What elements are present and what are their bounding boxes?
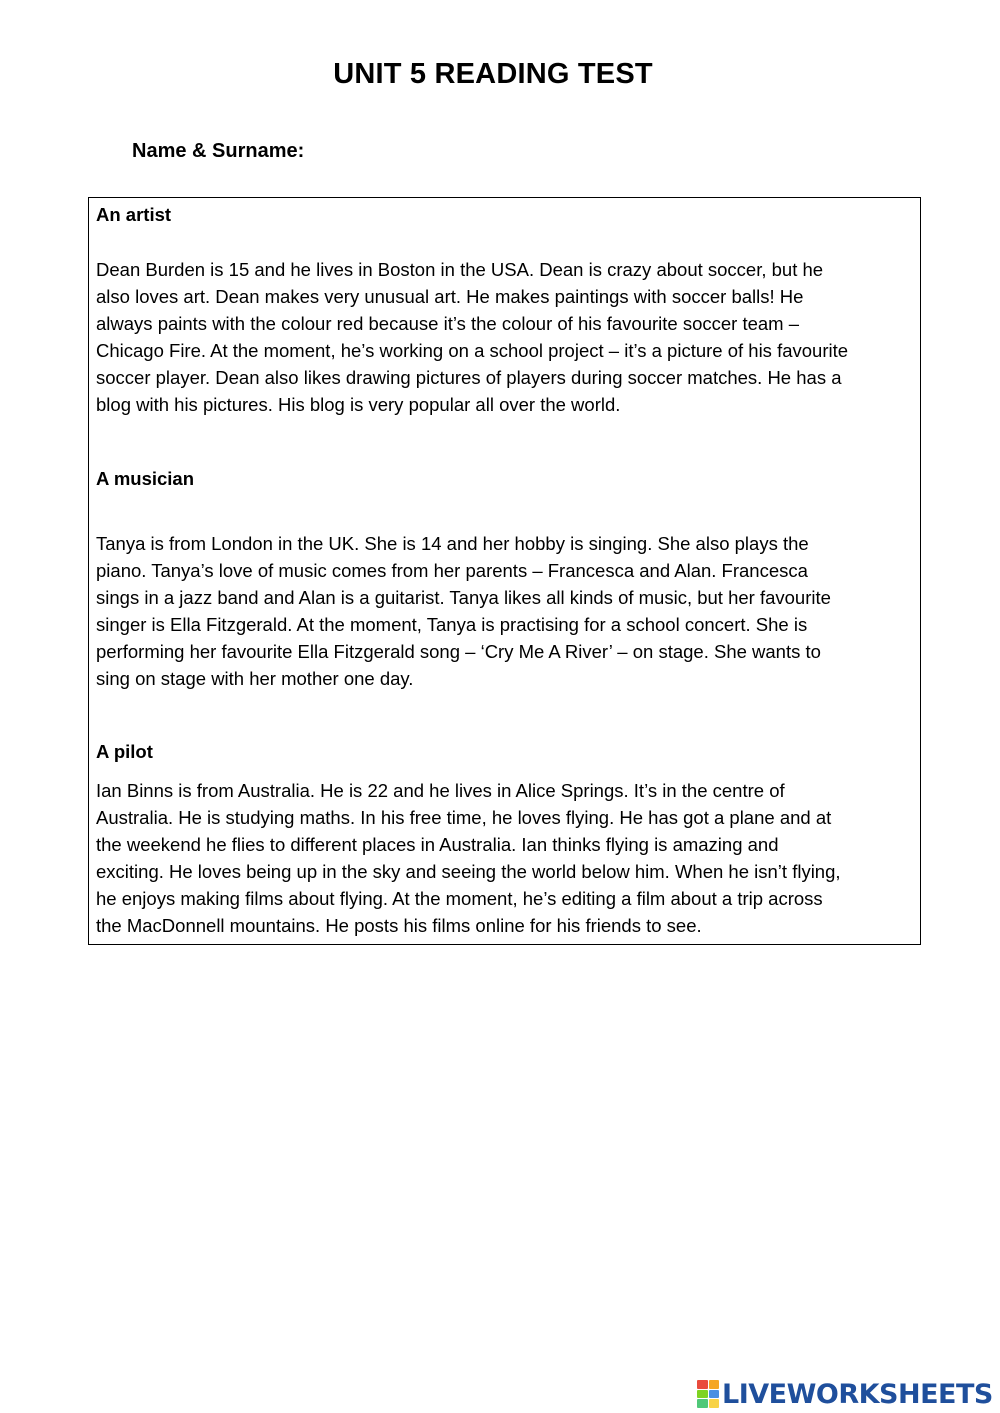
paragraph-line: also loves art. Dean makes very unusual art. He makes paintings with soccer balls! He bbox=[96, 286, 804, 307]
section-heading-musician: A musician bbox=[96, 468, 195, 489]
logo-mark-tile bbox=[697, 1380, 708, 1389]
liveworksheets-logo bbox=[697, 1378, 993, 1410]
logo-mark-tile bbox=[709, 1380, 720, 1389]
paragraph-line: exciting. He loves being up in the sky and seeing the world below him. When he isn’t flying, bbox=[96, 861, 841, 882]
paragraph-line: the MacDonnell mountains. He posts his films online for his friends to see. bbox=[96, 915, 702, 936]
paragraph-line: the weekend he flies to different places in Australia. Ian thinks flying is amazing and bbox=[96, 834, 779, 855]
section-body-artist bbox=[96, 256, 918, 418]
paragraph-line: he enjoys making films about flying. At the moment, he’s editing a film about a trip across bbox=[96, 888, 823, 909]
logo-mark-tile bbox=[709, 1390, 720, 1399]
paragraph-line: performing her favourite Ella Fitzgerald song – ‘Cry Me A River’ – on stage. She wants to bbox=[96, 641, 821, 662]
page-title: UNIT 5 READING TEST bbox=[333, 58, 653, 90]
paragraph-line: Australia. He is studying maths. In his free time, he loves flying. He has got a plane and at bbox=[96, 807, 832, 828]
logo-mark-tile bbox=[709, 1399, 720, 1408]
paragraph-line: blog with his pictures. His blog is very popular all over the world. bbox=[96, 394, 621, 415]
paragraph-line: Ian Binns is from Australia. He is 22 and he lives in Alice Springs. It’s in the centre of bbox=[96, 780, 785, 801]
paragraph-line: sings in a jazz band and Alan is a guitarist. Tanya likes all kinds of music, but her favourite bbox=[96, 587, 831, 608]
reading-passage-box bbox=[88, 197, 921, 945]
paragraph-line: soccer player. Dean also likes drawing pictures of players during soccer matches. He has a bbox=[96, 367, 842, 388]
paragraph-line: piano. Tanya’s love of music comes from her parents – Francesca and Alan. Francesca bbox=[96, 560, 808, 581]
paragraph-line: Tanya is from London in the UK. She is 14 and her hobby is singing. She also plays the bbox=[96, 533, 809, 554]
section-body-musician bbox=[96, 530, 918, 692]
section-heading-pilot: A pilot bbox=[96, 741, 153, 762]
paragraph-line: sing on stage with her mother one day. bbox=[96, 668, 414, 689]
logo-text: LIVEWORKSHEETS bbox=[722, 1378, 993, 1410]
logo-mark-tile bbox=[697, 1390, 708, 1399]
paragraph-line: always paints with the colour red because it’s the colour of his favourite soccer team – bbox=[96, 313, 800, 334]
paragraph-line: Chicago Fire. At the moment, he’s working on a school project – it’s a picture of his favourite bbox=[96, 340, 849, 361]
paragraph-line: Dean Burden is 15 and he lives in Boston in the USA. Dean is crazy about soccer, but he bbox=[96, 259, 824, 280]
section-heading-artist: An artist bbox=[96, 204, 172, 225]
paragraph-line: singer is Ella Fitzgerald. At the moment, Tanya is practising for a school concert. She is bbox=[96, 614, 808, 635]
section-body-pilot bbox=[96, 777, 918, 939]
logo-mark-icon bbox=[697, 1380, 719, 1408]
logo-mark-tile bbox=[697, 1399, 708, 1408]
name-surname-label: Name & Surname: bbox=[132, 140, 305, 162]
